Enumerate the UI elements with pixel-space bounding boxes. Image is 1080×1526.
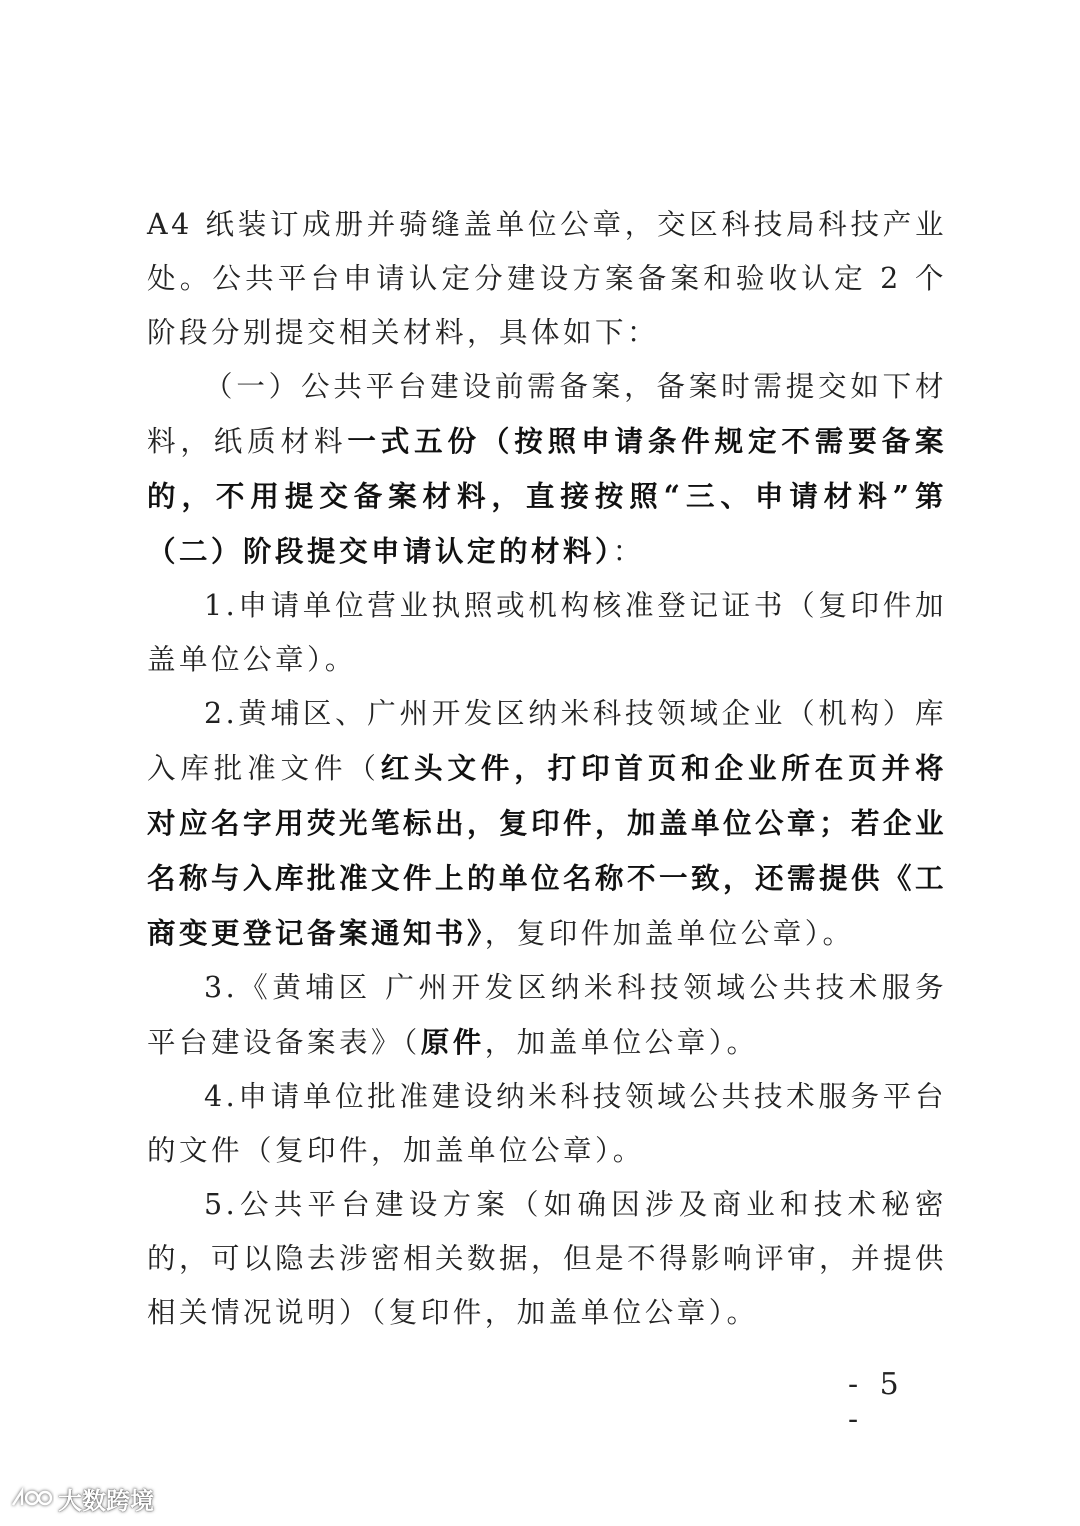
dashujuajing-logo-icon (10, 1483, 54, 1513)
list-item-2-tail: ，复印件加盖单位公章）。 (484, 917, 855, 950)
list-item-2-text: 2.黄埔区、广州开发区纳米科技领域企业（机构）库入库批准文件（ (147, 697, 947, 785)
watermark-text: 大数跨境 (58, 1486, 154, 1515)
list-item-1: 1.申请单位营业执照或机构核准登记证书（复印件加盖单位公章）。 (147, 589, 947, 676)
list-item-5: 5.公共平台建设方案（如确因涉及商业和技术秘密的，可以隐去涉密相关数据，但是不得影响评审，并提供相关情况说明）（复印件，加盖单位公章）。 (147, 1188, 948, 1329)
list-item-3 (147, 961, 947, 1070)
list-item-3-text: 3.《黄埔区 广州开发区纳米科技领域公共技术服务平台建设备案表》（ (147, 971, 947, 1059)
list-item-3-bold-text: 原件 (420, 1025, 485, 1059)
section-one-text: （一）公共平台建设前需备案，备案时需提交如下材料，纸质材料 (147, 370, 947, 458)
list-item-3-tail: ，加盖单位公章）。 (484, 1026, 759, 1059)
page-number: - 5 - (848, 1367, 905, 1437)
list-item-2-bold-text: 红头文件，打印首页和企业所在页并将对应名字用荧光笔标出，复印件，加盖单位公章；若企业名称与入库批准文件上的单位名称不一致，还需提供《工商变更登记备案通知书》 (147, 751, 948, 950)
list-item-4: 4.申请单位批准建设纳米科技领域公共技术服务平台的文件（复印件，加盖单位公章）。 (147, 1080, 947, 1167)
paragraph-section-one (147, 360, 947, 579)
list-item-2 (147, 687, 947, 961)
section-one-bold-text: 一式五份（按照申请条件规定不需要备案的，不用提交备案材料，直接按照“三、申请材料”第（二）阶段提交申请认定的材料） (147, 424, 947, 568)
document-body (147, 198, 947, 1340)
section-one-colon: ： (612, 535, 645, 568)
watermark (10, 1480, 154, 1516)
paragraph-intro: A4 纸装订成册并骑缝盖单位公章，交区科技局科技产业处。公共平台申请认定分建设方案备案和验收认定 2 个阶段分别提交相关材料，具体如下： (147, 208, 947, 349)
